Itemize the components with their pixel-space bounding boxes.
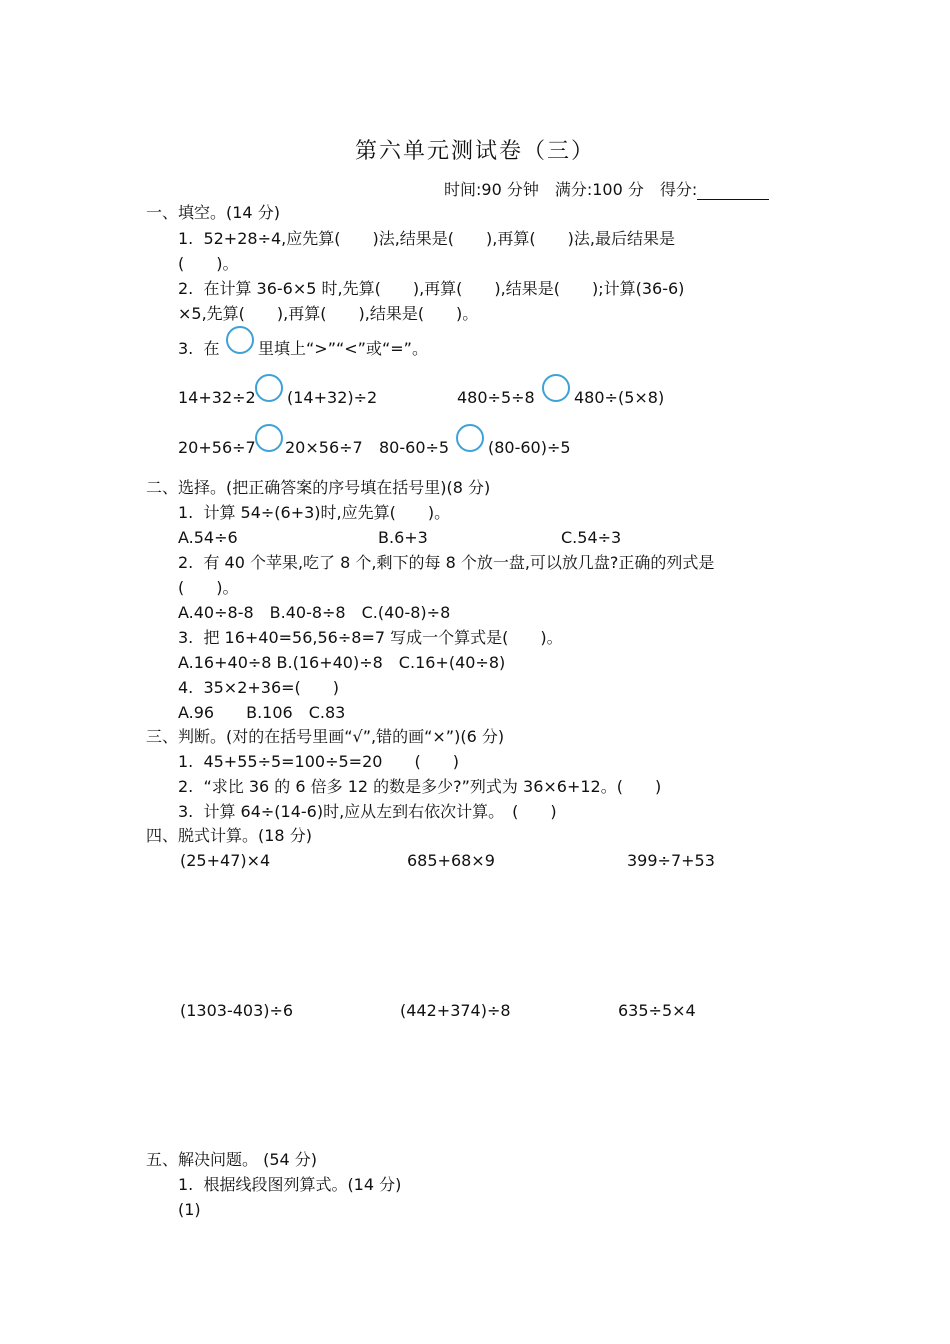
calc-expression-6: 635÷5×4	[618, 1001, 696, 1020]
s3-q3: 3. 计算 64÷(14-6)时,应从左到右依次计算。 ( )	[178, 802, 557, 821]
calc-expression-2: 685+68×9	[407, 851, 495, 870]
s2-q1-option-c: C.54÷3	[561, 528, 622, 547]
s2-q1-option-b: B.6+3	[378, 528, 428, 547]
s2-q3-options: A.16+40÷8 B.(16+40)÷8 C.16+(40÷8)	[178, 653, 506, 672]
compare-circle-example	[226, 326, 254, 354]
s3-q1: 1. 45+55÷5=100÷5=20 ( )	[178, 752, 459, 771]
compare-circle-1[interactable]	[255, 374, 283, 402]
score-blank[interactable]	[697, 183, 769, 200]
compare-circle-3[interactable]	[255, 424, 283, 452]
calc-expression-5: (442+374)÷8	[400, 1001, 511, 1020]
s1-q1-line2: ( )。	[178, 254, 239, 273]
header-info-text: 时间:90 分钟 满分:100 分 得分:	[444, 180, 698, 199]
s1-q2-line1: 2. 在计算 36-6×5 时,先算( ),再算( ),结果是( );计算(36-6)	[178, 279, 685, 298]
s1-q2-line2: ×5,先算( ),再算( ),结果是( )。	[178, 304, 479, 323]
cmp4-left: 80-60÷5	[379, 438, 450, 457]
s2-q2-options: A.40÷8-8 B.40-8÷8 C.(40-8)÷8	[178, 603, 451, 622]
compare-circle-4[interactable]	[456, 424, 484, 452]
compare-circle-2[interactable]	[542, 374, 570, 402]
s2-q2-line1: 2. 有 40 个苹果,吃了 8 个,剩下的每 8 个放一盘,可以放几盘?正确的列式是	[178, 553, 715, 572]
cmp4-right: (80-60)÷5	[488, 438, 571, 457]
s2-q4-options: A.96 B.106 C.83	[178, 703, 346, 722]
section-4-heading: 四、脱式计算。(18 分)	[146, 826, 312, 845]
section-2-heading: 二、选择。(把正确答案的序号填在括号里)(8 分)	[146, 478, 491, 497]
cmp3-right: 20×56÷7	[285, 438, 363, 457]
cmp2-left: 480÷5÷8	[457, 388, 535, 407]
s1-q3-prefix: 3. 在	[178, 339, 220, 358]
s2-q1: 1. 计算 54÷(6+3)时,应先算( )。	[178, 503, 451, 522]
s1-q1-line1: 1. 52+28÷4,应先算( )法,结果是( ),再算( )法,最后结果是	[178, 229, 675, 248]
s1-q3-suffix: 里填上“>”“<”或“=”。	[258, 339, 428, 358]
s2-q1-option-a: A.54÷6	[178, 528, 238, 547]
calc-expression-4: (1303-403)÷6	[180, 1001, 294, 1020]
cmp1-right: (14+32)÷2	[287, 388, 378, 407]
header-info	[444, 180, 769, 200]
cmp1-left: 14+32÷2	[178, 388, 256, 407]
calc-expression-3: 399÷7+53	[627, 851, 715, 870]
s5-q1: 1. 根据线段图列算式。(14 分)	[178, 1175, 402, 1194]
section-1-heading: 一、填空。(14 分)	[146, 203, 280, 222]
s2-q3: 3. 把 16+40=56,56÷8=7 写成一个算式是( )。	[178, 628, 563, 647]
s5-sub1: (1)	[178, 1200, 201, 1219]
calc-expression-1: (25+47)×4	[180, 851, 271, 870]
s2-q4: 4. 35×2+36=( )	[178, 678, 340, 697]
s2-q2-line2: ( )。	[178, 578, 239, 597]
section-5-heading: 五、解决问题。 (54 分)	[146, 1150, 318, 1169]
page-title: 第六单元测试卷（三）	[354, 139, 595, 164]
section-3-heading: 三、判断。(对的在括号里画“√”,错的画“×”)(6 分)	[146, 727, 505, 746]
cmp3-left: 20+56÷7	[178, 438, 256, 457]
cmp2-right: 480÷(5×8)	[574, 388, 665, 407]
s3-q2: 2. “求比 36 的 6 倍多 12 的数是多少?”列式为 36×6+12。( )	[178, 777, 662, 796]
